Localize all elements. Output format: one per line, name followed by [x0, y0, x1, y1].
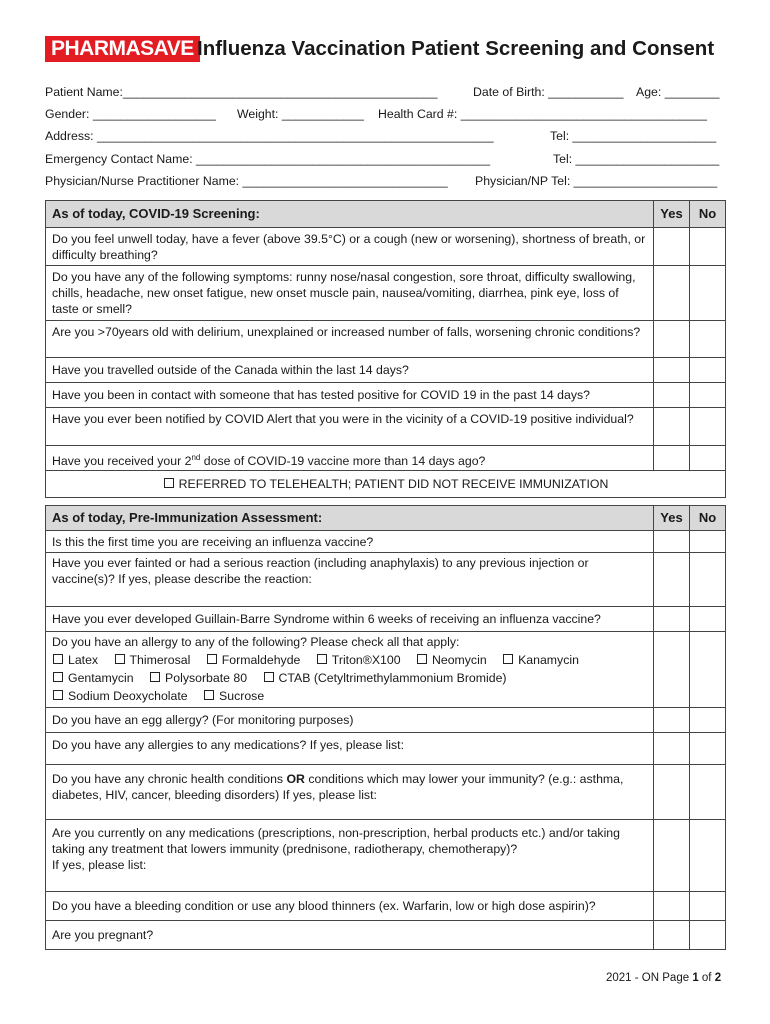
- question-row: [46, 733, 726, 765]
- covid-header-row: [46, 201, 726, 228]
- question-text: Do you have a bleeding condition or use any blood thinners (ex. Warfarin, low or high dose aspirin)?: [46, 892, 654, 921]
- allergen-option[interactable]: Kanamycin: [502, 653, 579, 667]
- address-tel-field[interactable]: Tel: _____________________: [550, 129, 717, 143]
- no-header: No: [690, 506, 726, 531]
- info-row-gender: [45, 104, 725, 124]
- yes-checkbox[interactable]: [654, 765, 690, 820]
- question-text: Do you have any chronic health conditions OR conditions which may lower your immunity? (e.g.: asthma, diabetes, HIV, cancer, bleeding disorders) If yes, please list:: [46, 765, 654, 820]
- yes-checkbox[interactable]: [654, 820, 690, 892]
- emergency-tel-field[interactable]: Tel: _____________________: [553, 152, 720, 166]
- patient-name-field[interactable]: Patient Name:______________________________________________: [45, 85, 438, 99]
- allergen-option[interactable]: Sodium Deoxycholate: [52, 689, 188, 703]
- info-row-physician: [45, 171, 725, 191]
- allergen-checkbox[interactable]: [115, 654, 125, 664]
- no-checkbox[interactable]: [690, 607, 726, 632]
- info-row-emergency: [45, 149, 725, 169]
- referral-checkbox[interactable]: [164, 478, 174, 488]
- no-checkbox[interactable]: [690, 632, 726, 708]
- yes-checkbox[interactable]: [654, 321, 690, 358]
- covid-screening-table: [45, 200, 726, 498]
- covid-heading: As of today, COVID-19 Screening:: [46, 201, 654, 228]
- question-text: Have you ever fainted or had a serious reaction (including anaphylaxis) to any previous injection or vaccine(s)? If yes, please describe the reaction:: [46, 553, 654, 607]
- allergen-option[interactable]: Formaldehyde: [206, 653, 301, 667]
- yes-checkbox[interactable]: [654, 358, 690, 383]
- allergen-checkbox[interactable]: [264, 672, 274, 682]
- no-checkbox[interactable]: [690, 321, 726, 358]
- no-header: No: [690, 201, 726, 228]
- age-field[interactable]: Age: ________: [636, 85, 720, 99]
- allergen-option[interactable]: CTAB (Cetyltrimethylammonium Bromide): [263, 671, 507, 685]
- pre-immunization-table: [45, 505, 726, 950]
- question-row: [46, 765, 726, 820]
- referral-row: [46, 471, 726, 498]
- no-checkbox[interactable]: [690, 765, 726, 820]
- question-text: Do you have an egg allergy? (For monitoring purposes): [46, 708, 654, 733]
- allergen-checkbox[interactable]: [53, 690, 63, 700]
- question-text: Is this the first time you are receiving an influenza vaccine?: [46, 531, 654, 553]
- question-row: [46, 358, 726, 383]
- allergen-option[interactable]: Polysorbate 80: [149, 671, 247, 685]
- allergen-checkbox[interactable]: [53, 654, 63, 664]
- question-text: Have you been in contact with someone that has tested positive for COVID 19 in the past 14 days?: [46, 383, 654, 408]
- form-title: Influenza Vaccination Patient Screening and Consent: [197, 37, 715, 60]
- info-row-name: [45, 82, 725, 102]
- allergen-option[interactable]: Sucrose: [203, 689, 264, 703]
- question-text: Do you have any of the following symptoms: runny nose/nasal congestion, sore throat, difficulty swallowing, chills, headache, new onset fatigue, new onset muscle pain, nausea/vomiting, diarrhea, pink eye, loss of taste or smell?: [46, 266, 654, 321]
- no-checkbox[interactable]: [690, 892, 726, 921]
- pharmasave-logo: PHARMASAVE: [45, 36, 200, 62]
- page-footer: 2021 - ON Page 1 of 2: [606, 972, 722, 984]
- dob-field[interactable]: Date of Birth: ___________: [473, 85, 624, 99]
- no-checkbox[interactable]: [690, 446, 726, 471]
- question-row: [46, 408, 726, 446]
- question-row: [46, 708, 726, 733]
- yes-checkbox[interactable]: [654, 892, 690, 921]
- allergen-checkbox[interactable]: [204, 690, 214, 700]
- question-row: [46, 446, 726, 471]
- no-checkbox[interactable]: [690, 408, 726, 446]
- question-row: [46, 553, 726, 607]
- health-card-field[interactable]: Health Card #: ____________________________________: [378, 107, 707, 121]
- allergen-option[interactable]: Gentamycin: [52, 671, 134, 685]
- yes-header: Yes: [654, 506, 690, 531]
- physician-name-field[interactable]: Physician/Nurse Practitioner Name: ______________________________: [45, 174, 448, 188]
- question-row: [46, 228, 726, 266]
- question-text: Have you ever been notified by COVID Alert that you were in the vicinity of a COVID-19 positive individual?: [46, 408, 654, 446]
- question-row: [46, 383, 726, 408]
- question-text: Are you currently on any medications (prescriptions, non-prescription, herbal products etc.) and/or taking taking any treatment that lowers immunity (prednisone, radiotherapy, chemotherapy)? If yes, please list:: [46, 820, 654, 892]
- allergen-checkbox[interactable]: [53, 672, 63, 682]
- yes-checkbox[interactable]: [654, 228, 690, 266]
- yes-checkbox[interactable]: [654, 531, 690, 553]
- yes-checkbox[interactable]: [654, 632, 690, 708]
- referral-cell: [46, 471, 726, 498]
- yes-checkbox[interactable]: [654, 383, 690, 408]
- allergen-checkbox[interactable]: [150, 672, 160, 682]
- no-checkbox[interactable]: [690, 383, 726, 408]
- question-text: Have you received your 2nd dose of COVID-19 vaccine more than 14 days ago?: [46, 446, 654, 471]
- info-row-address: [45, 126, 725, 146]
- weight-field[interactable]: Weight: ____________: [237, 107, 364, 121]
- no-checkbox[interactable]: [690, 266, 726, 321]
- yes-header: Yes: [654, 201, 690, 228]
- question-row: [46, 321, 726, 358]
- allergen-checkbox[interactable]: [207, 654, 217, 664]
- question-row: [46, 266, 726, 321]
- allergen-option[interactable]: Triton®X100: [316, 653, 401, 667]
- question-text: Are you >70years old with delirium, unexplained or increased number of falls, worsening chronic conditions?: [46, 321, 654, 358]
- yes-checkbox[interactable]: [654, 921, 690, 950]
- question-row: [46, 892, 726, 921]
- question-text: Are you pregnant?: [46, 921, 654, 950]
- yes-checkbox[interactable]: [654, 553, 690, 607]
- no-checkbox[interactable]: [690, 358, 726, 383]
- question-text: Do you feel unwell today, have a fever (above 39.5°C) or a cough (new or worsening), shortness of breath, or difficulty breathing?: [46, 228, 654, 266]
- question-row: [46, 607, 726, 632]
- yes-checkbox[interactable]: [654, 733, 690, 765]
- allergen-option[interactable]: Thimerosal: [114, 653, 191, 667]
- no-checkbox[interactable]: [690, 708, 726, 733]
- allergen-checkbox[interactable]: [317, 654, 327, 664]
- physician-tel-field[interactable]: Physician/NP Tel: _____________________: [475, 174, 718, 188]
- no-checkbox[interactable]: [690, 228, 726, 266]
- pre-header-row: [46, 506, 726, 531]
- question-text: Do you have an allergy to any of the following? Please check all that apply: Latex Thimerosal Formaldehyde Triton®X100 Neomycin Kanamycin Gentamycin Polysorbate 80 CTAB (Cetyltrimethylammonium Bromide) Sodium Deoxycholate Sucrose: [46, 632, 654, 708]
- yes-checkbox[interactable]: [654, 408, 690, 446]
- gender-field[interactable]: Gender: __________________: [45, 107, 216, 121]
- yes-checkbox[interactable]: [654, 266, 690, 321]
- address-field[interactable]: Address: __________________________________________________________: [45, 129, 494, 143]
- no-checkbox[interactable]: [690, 733, 726, 765]
- allergen-checkbox[interactable]: [417, 654, 427, 664]
- referral-label: REFERRED TO TELEHEALTH; PATIENT DID NOT RECEIVE IMMUNIZATION: [178, 477, 609, 491]
- question-text: Have you ever developed Guillain-Barre Syndrome within 6 weeks of receiving an influenza vaccine?: [46, 607, 654, 632]
- yes-checkbox[interactable]: [654, 607, 690, 632]
- question-row: [46, 921, 726, 950]
- form-header: [45, 34, 735, 66]
- yes-checkbox[interactable]: [654, 708, 690, 733]
- page-total: 2: [714, 972, 722, 984]
- no-checkbox[interactable]: [690, 820, 726, 892]
- allergy-row: [46, 632, 726, 708]
- no-checkbox[interactable]: [690, 553, 726, 607]
- no-checkbox[interactable]: [690, 921, 726, 950]
- question-text: Have you travelled outside of the Canada within the last 14 days?: [46, 358, 654, 383]
- emergency-contact-field[interactable]: Emergency Contact Name: ___________________________________________: [45, 152, 491, 166]
- yes-checkbox[interactable]: [654, 446, 690, 471]
- question-text: Do you have any allergies to any medications? If yes, please list:: [46, 733, 654, 765]
- allergen-option[interactable]: Latex: [52, 653, 98, 667]
- no-checkbox[interactable]: [690, 531, 726, 553]
- question-row: [46, 531, 726, 553]
- question-row: [46, 820, 726, 892]
- pre-heading: As of today, Pre-Immunization Assessment:: [46, 506, 654, 531]
- allergen-checkbox[interactable]: [503, 654, 513, 664]
- allergen-option[interactable]: Neomycin: [416, 653, 487, 667]
- page-number: 1: [692, 972, 699, 984]
